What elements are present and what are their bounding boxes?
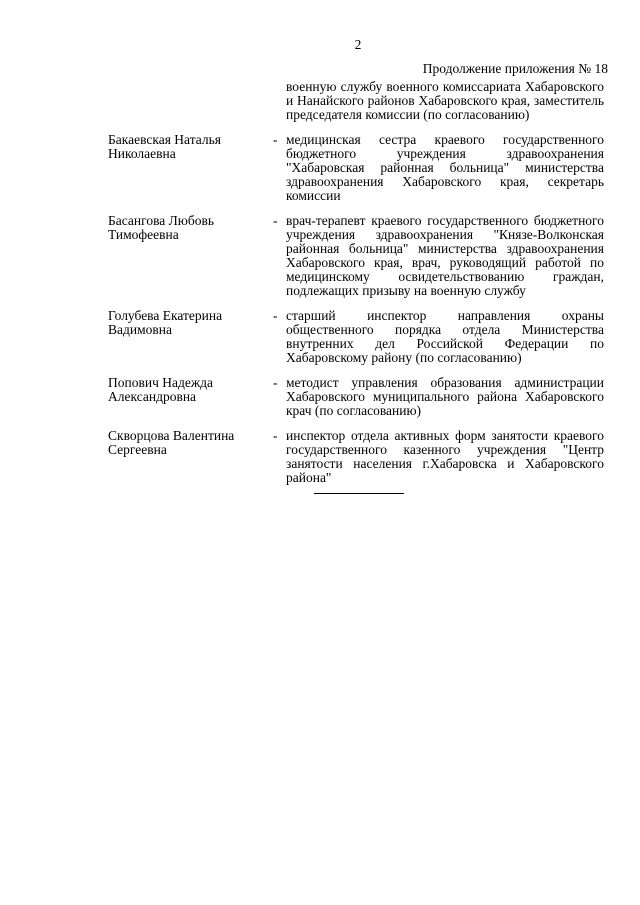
member-name: Басангова Любовь Тимофеевна — [108, 213, 215, 242]
member-name: Скворцова Валентина Сергеевна — [108, 428, 235, 457]
member-name: Голубева Екатерина Вадимовна — [108, 308, 223, 337]
member-description: методист управления образования администрации Хабаровского муниципального района Хабаровского крач (по согласованию) — [286, 375, 604, 418]
member-entry — [0, 133, 640, 203]
member-description: инспектор отдела активных форм занятости краевого государственного казенного учреждения "Центр занятости населения г.Хабаровска и Хабаровского района" — [286, 428, 604, 485]
closing-rule — [314, 493, 404, 494]
member-entry-continued — [0, 80, 640, 122]
entry-dash: - — [273, 213, 278, 228]
member-entry — [0, 429, 640, 485]
entry-dash: - — [273, 375, 278, 390]
member-entry — [0, 309, 640, 365]
page-number: 2 — [354, 37, 362, 52]
member-description: врач-терапевт краевого государственного бюджетного учреждения здравоохранения "Князе-Волконская районная больница" министерства здравоохранения Хабаровского края, врач, руководящий работой по медицинскому освидетельствованию граждан, подлежащих призыву на военную службу — [286, 213, 604, 298]
member-entry — [0, 214, 640, 298]
entry-dash: - — [273, 308, 278, 323]
entry-dash: - — [273, 428, 278, 443]
continuation-note: Продолжение приложения № 18 — [422, 61, 608, 76]
member-description: военную службу военного комиссариата Хабаровского и Нанайского районов Хабаровского края, заместитель председателя комиссии (по согласованию) — [286, 79, 604, 122]
member-name: Попович Надежда Александровна — [108, 375, 214, 404]
member-description: медицинская сестра краевого государственного бюджетного учреждения здравоохранения "Хабаровская районная больница" министерства здравоохранения Хабаровского края, секретарь комиссии — [286, 132, 604, 203]
member-entry — [0, 376, 640, 418]
entry-dash: - — [273, 132, 278, 147]
commission-member-list — [0, 80, 640, 485]
member-name: Бакаевская Наталья Николаевна — [108, 132, 221, 161]
member-description: старший инспектор направления охраны общественного порядка отдела Министерства внутренних дел Российской Федерации по Хабаровскому району (по согласованию) — [286, 308, 604, 365]
